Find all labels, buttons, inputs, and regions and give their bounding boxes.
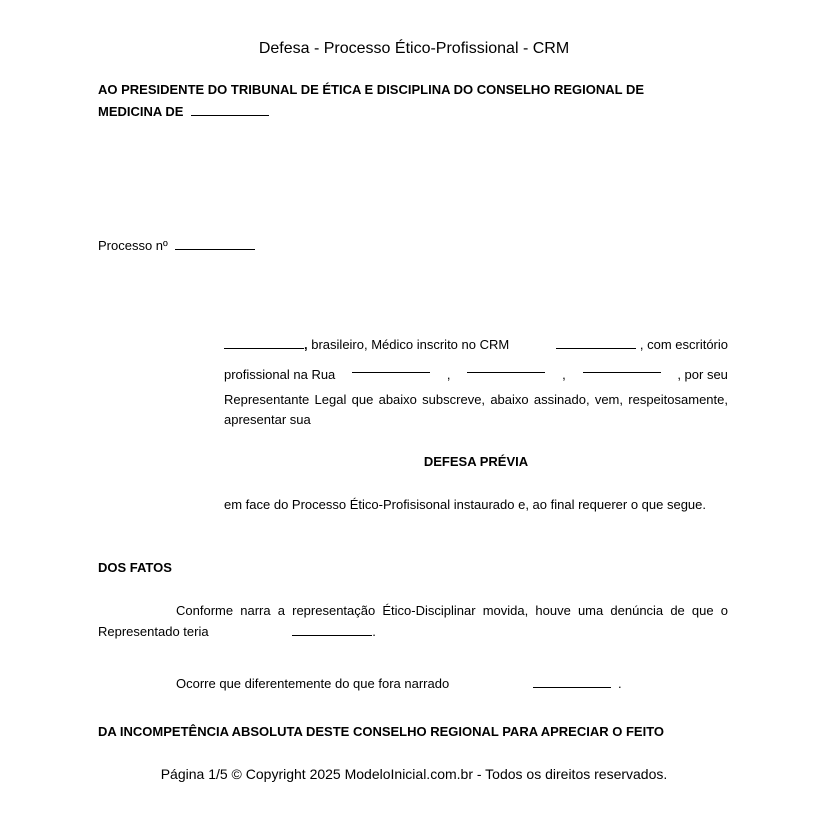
blank-field-processo	[175, 237, 255, 250]
blank-field-numero	[467, 360, 545, 373]
processo-label: Processo nº	[98, 238, 168, 253]
qualificacao-rua-label: profissional na Rua	[224, 367, 336, 382]
qualificacao-sep-2: ,	[562, 367, 566, 382]
qualificacao-sep-1: ,	[446, 367, 451, 382]
em-face-paragraph: em face do Processo Ético-Profisisonal instaurado e, ao final requerer o que segue.	[224, 497, 706, 512]
incompetencia-heading: DA INCOMPETÊNCIA ABSOLUTA DESTE CONSELHO REGIONAL PARA APRECIAR O FEITO	[98, 724, 665, 739]
document-header-title: Defesa - Processo Ético-Profissional - CRM	[258, 40, 570, 57]
fatos-paragraph-1	[98, 600, 728, 642]
blank-field-rua	[352, 360, 430, 373]
qualificacao-row-2	[224, 360, 728, 390]
addressee-line-1: AO PRESIDENTE DO TRIBUNAL DE ÉTICA E DISCIPLINA DO CONSELHO REGIONAL DE	[98, 82, 645, 97]
qualificacao-text-2: , com escritório	[639, 337, 728, 352]
qualificacao-text-1: brasileiro, Médico inscrito no CRM	[311, 337, 510, 352]
blank-field-medicina	[191, 103, 269, 116]
blank-field-crm	[556, 336, 636, 349]
fatos-p2-end: .	[618, 676, 622, 691]
addressee-line-2	[98, 101, 728, 123]
fatos-paragraph-2	[98, 673, 728, 694]
page-footer: Página 1/5 © Copyright 2025 ModeloInicial.com.br - Todos os direitos reservados.	[160, 766, 668, 782]
qualificacao-rest: Representante Legal que abaixo subscreve, abaixo assinado, vem, respeitosamente, apresentar sua	[224, 392, 728, 427]
dos-fatos-heading: DOS FATOS	[98, 560, 172, 575]
defesa-previa-title: DEFESA PRÉVIA	[423, 454, 529, 469]
qualificacao-paragraph	[224, 330, 728, 430]
processo-line	[98, 237, 255, 253]
qualificacao-row-1	[224, 330, 728, 360]
blank-field-fato	[292, 623, 372, 636]
blank-field-cidade	[583, 360, 661, 373]
addressee-block	[98, 79, 728, 123]
addressee-line-2-text: MEDICINA DE	[98, 104, 184, 119]
fatos-p1-end: .	[372, 624, 376, 639]
qualificacao-comma: ,	[304, 337, 308, 352]
fatos-p2-text: Ocorre que diferentemente do que fora narrado	[176, 676, 450, 691]
blank-field-nome	[224, 336, 304, 349]
qualificacao-row2-end: , por seu	[677, 367, 728, 382]
blank-field-narrado	[533, 675, 611, 688]
fatos-p1-text: Conforme narra a representação Ético-Disciplinar movida, houve uma denúncia de que o Representado teria	[98, 603, 728, 639]
